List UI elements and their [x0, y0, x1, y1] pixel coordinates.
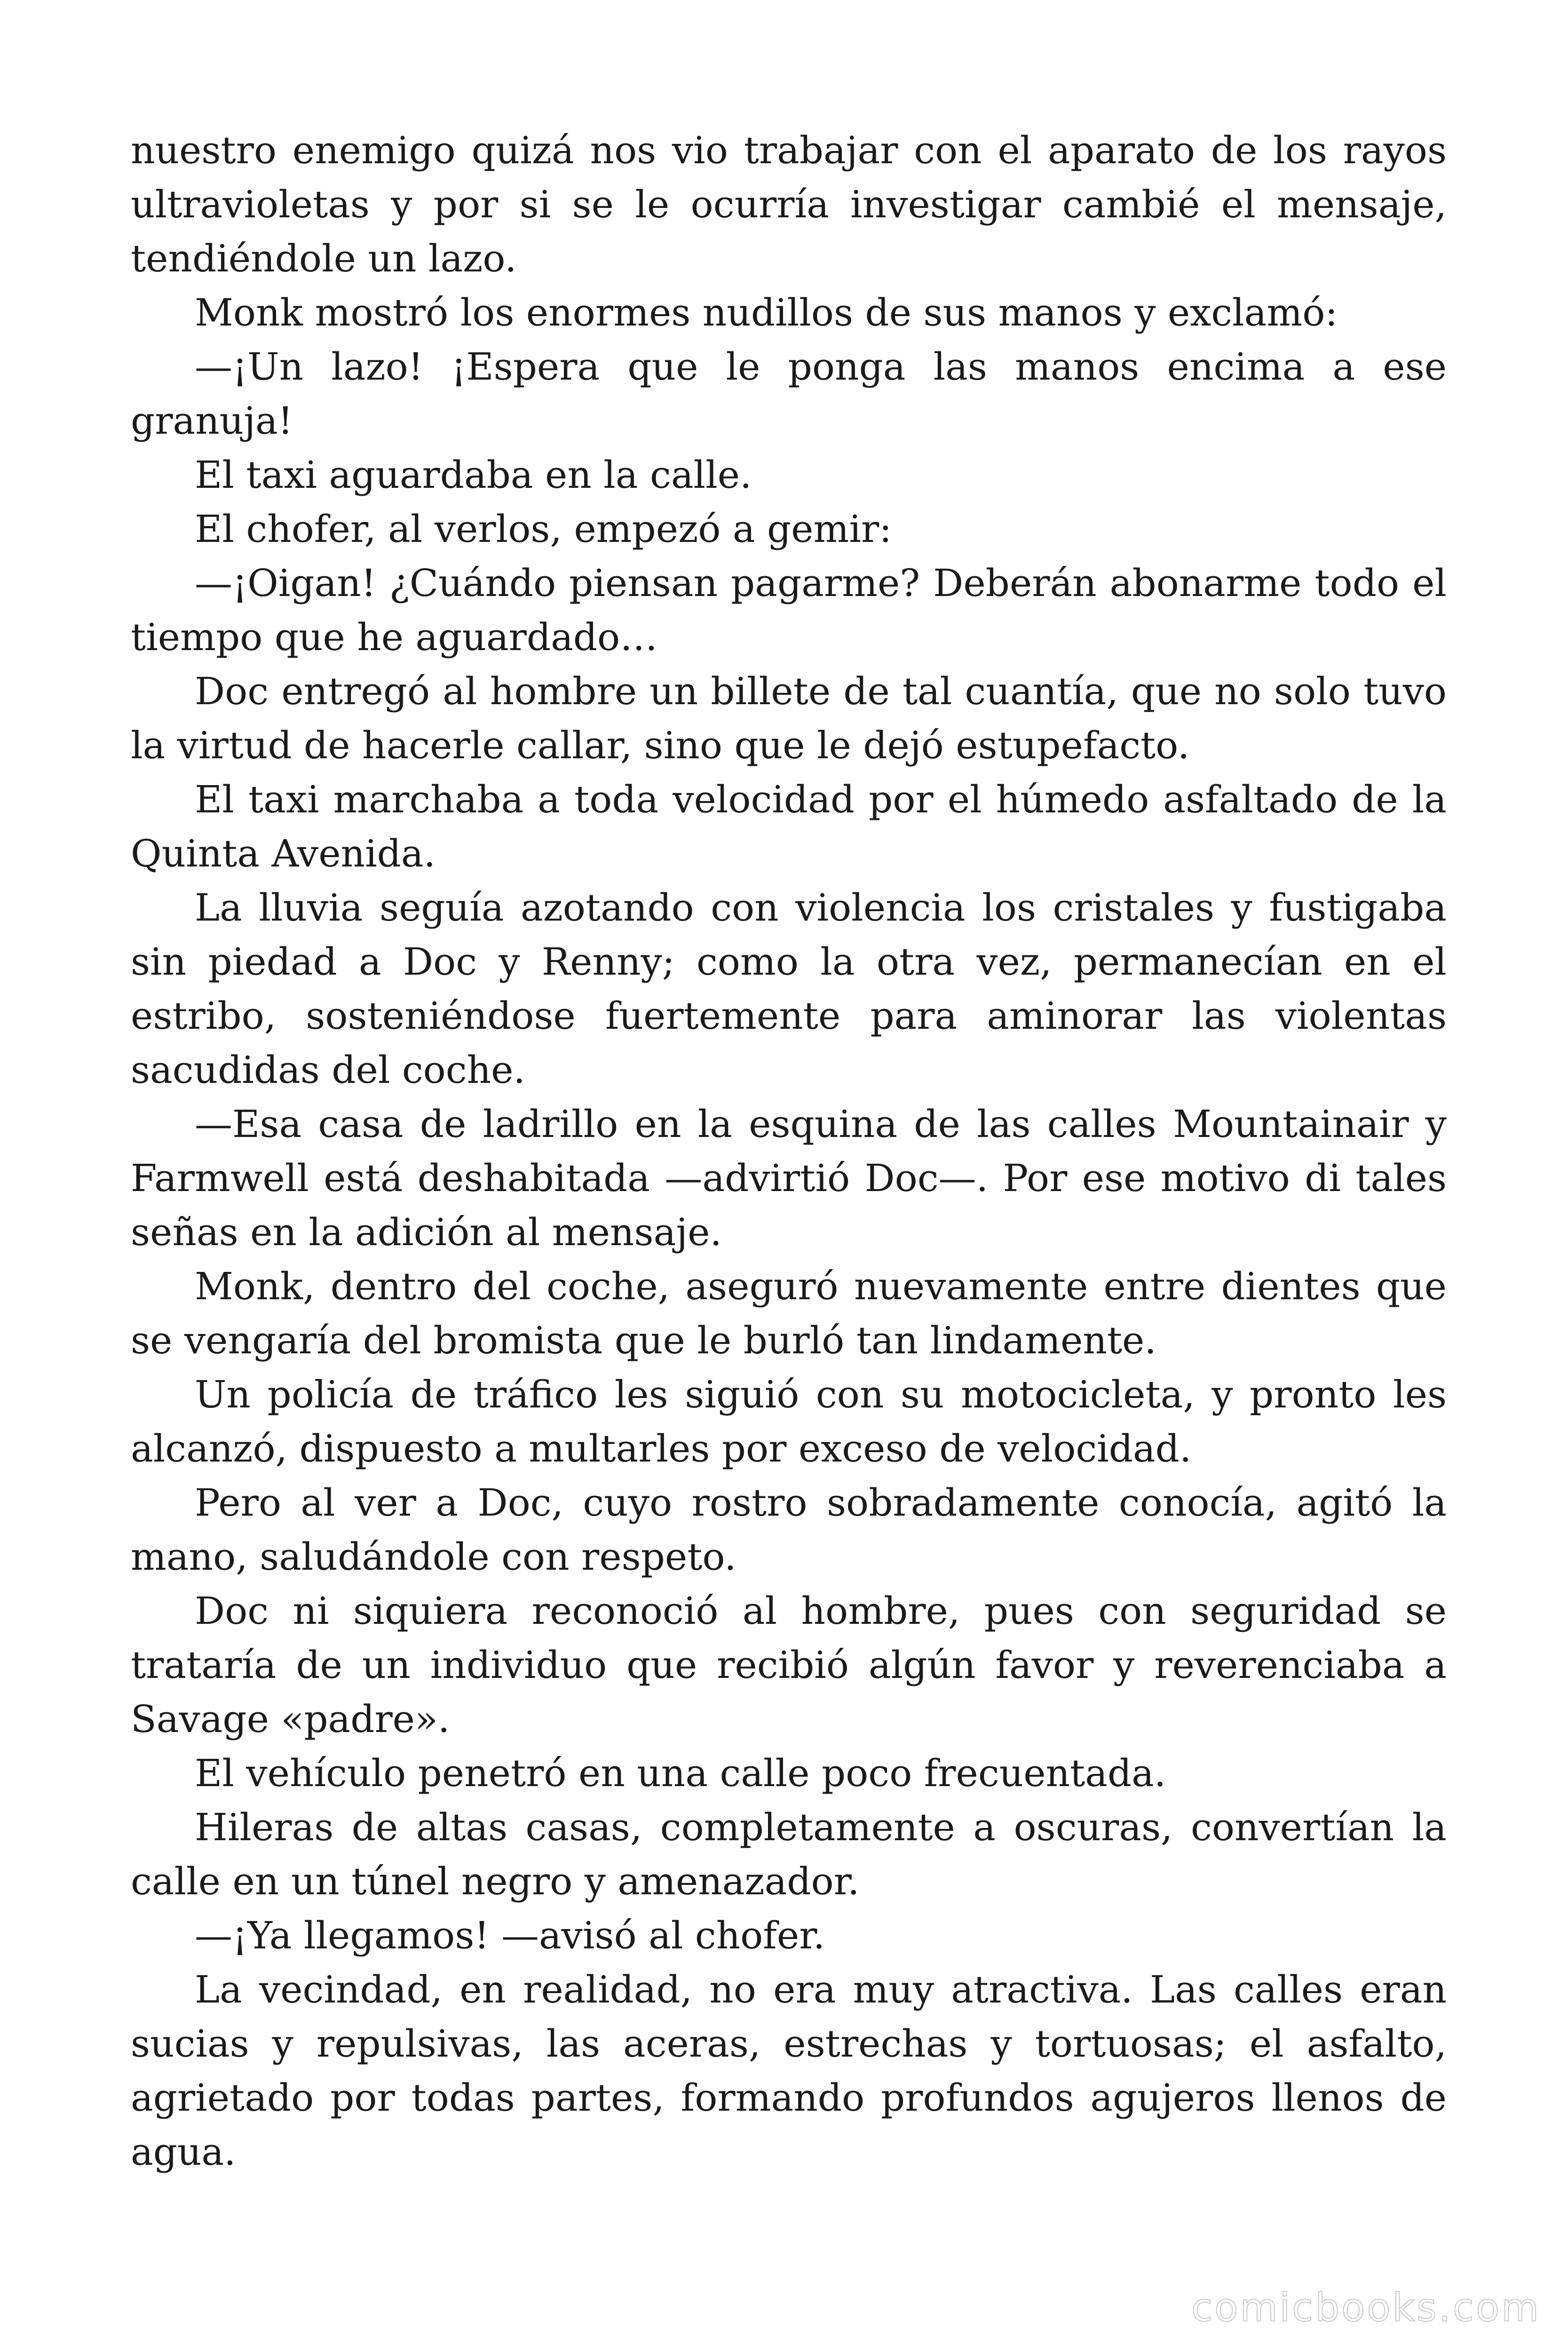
paragraph: —¡Un lazo! ¡Espera que le ponga las manos encima a ese granuja!	[131, 345, 1447, 443]
paragraph: Doc ni siquiera reconoció al hombre, pues con seguridad se trataría de un individuo que recibió algún favor y reverenciaba a Savage «padre».	[131, 1589, 1447, 1741]
paragraph: La vecindad, en realidad, no era muy atractiva. Las calles eran sucias y repulsivas, las aceras, estrechas y tortuosas; el asfalto, agrietado por todas partes, formando profundos agujeros llenos de agua.	[131, 1968, 1447, 2174]
watermark-logo: comicbooks.com	[1191, 2286, 1541, 2330]
paragraph: El taxi marchaba a toda velocidad por el húmedo asfaltado de la Quinta Avenida.	[131, 778, 1447, 875]
paragraph: Monk mostró los enormes nudillos de sus manos y exclamó:	[195, 291, 1338, 334]
paragraph: Pero al ver a Doc, cuyo rostro sobradamente conocía, agitó la mano, saludándole con respeto.	[131, 1481, 1447, 1579]
paragraph: —¡Ya llegamos! —avisó al chofer.	[195, 1914, 825, 1957]
paragraph: Monk, dentro del coche, aseguró nuevamente entre dientes que se vengaría del bromista que le burló tan lindamente.	[131, 1264, 1447, 1362]
paragraph: La lluvia seguía azotando con violencia los cristales y fustigaba sin piedad a Doc y Renny; como la otra vez, permanecían en el estribo, sosteniéndose fuertemente para aminorar las violentas sacudidas del coche.	[131, 886, 1447, 1092]
paragraph: Hileras de altas casas, completamente a oscuras, convertían la calle en un túnel negro y amenazador.	[131, 1805, 1447, 1903]
paragraph: —¡Oigan! ¿Cuándo piensan pagarme? Deberán abonarme todo el tiempo que he aguardado…	[131, 561, 1447, 659]
paragraph: Doc entregó al hombre un billete de tal cuantía, que no solo tuvo la virtud de hacerle callar, sino que le dejó estupefacto.	[131, 669, 1447, 767]
paragraph: El chofer, al verlos, empezó a gemir:	[195, 507, 892, 551]
paragraph-continuation: nuestro enemigo quizá nos vio trabajar con el aparato de los rayos ultravioletas y por si se le ocurría investigar cambié el mensaje, tendiéndole un lazo.	[131, 128, 1447, 280]
paragraph: El vehículo penetró en una calle poco frecuentada.	[195, 1751, 1166, 1795]
paragraph: —Esa casa de ladrillo en la esquina de las calles Mountainair y Farmwell está deshabitada —advirtió Doc—. Por ese motivo di tales señas en la adición al mensaje.	[131, 1102, 1447, 1254]
paragraph: El taxi aguardaba en la calle.	[195, 453, 752, 497]
paragraph: Un policía de tráfico les siguió con su motocicleta, y pronto les alcanzó, dispuesto a multarles por exceso de velocidad.	[131, 1373, 1447, 1470]
page-body-text	[131, 123, 1447, 2179]
